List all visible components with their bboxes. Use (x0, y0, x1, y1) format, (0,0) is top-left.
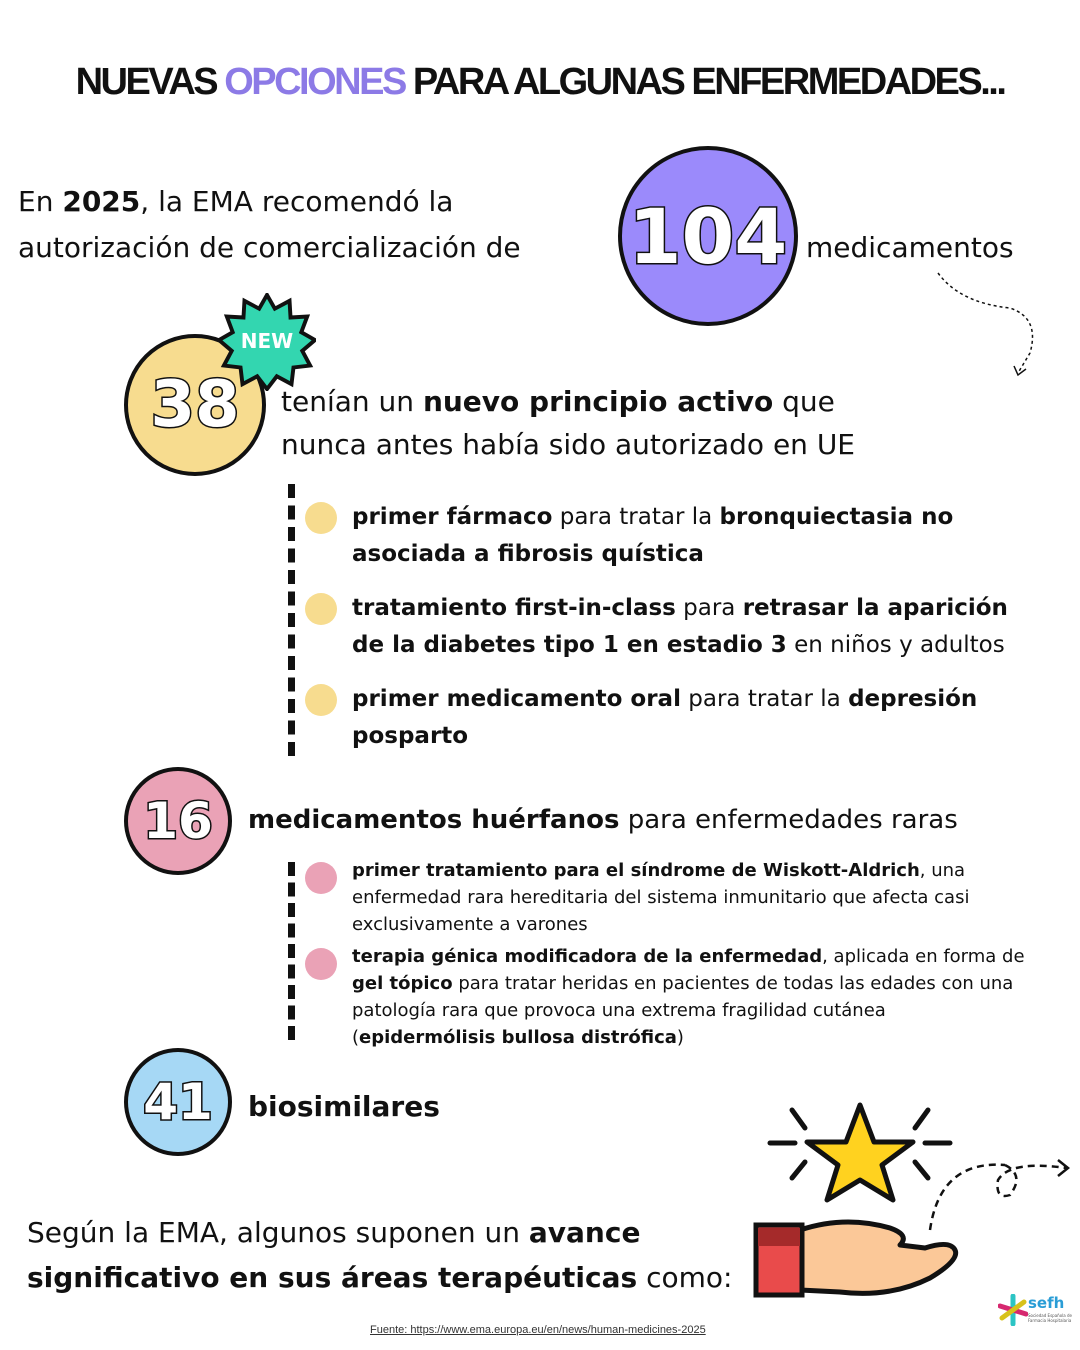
hand-star-icon (750, 1100, 1075, 1310)
new-substance-line2: nunca antes había sido autorizado en UE (281, 428, 855, 461)
bullet-item: primer medicamento oral para tratar la depresión posparto (352, 686, 978, 749)
bullet-item: terapia génica modificadora de la enfermedad, aplicada en forma de gel tópico para tratar heridas en pacientes de todas las edades con una patología rara que provoca una extrema fragilidad cutánea (epidermólisis bullosa distrófica) (352, 946, 1025, 1048)
intro-line1: En 2025, la EMA recomendó la (18, 185, 454, 218)
title-part2: PARA ALGUNAS ENFERMEDADES... (412, 61, 1005, 103)
new-substance-line1: tenían un nuevo principio activo que (281, 385, 835, 418)
bullet-dot (305, 862, 337, 894)
bullet-dot (305, 684, 337, 716)
title-accent: OPCIONES (224, 61, 405, 103)
bullet-item: tratamiento first-in-class para retrasar la aparición de la diabetes tipo 1 en estadio 3 en niños y adultos (352, 595, 1008, 658)
new-badge (218, 293, 316, 391)
intro-unit: medicamentos (806, 231, 1014, 264)
dashed-divider (288, 484, 295, 756)
bullet-dot (305, 948, 337, 980)
biosimilar-label: biosimilares (248, 1090, 440, 1123)
dashed-divider (288, 862, 295, 1040)
intro-line2: autorización de comercialización de (18, 231, 521, 264)
new-badge-label: NEW (240, 329, 294, 353)
sefh-logo-mark-icon (998, 1294, 1028, 1326)
title-part1: NUEVAS (75, 61, 217, 103)
curved-arrow-icon (930, 268, 1050, 383)
page-title (0, 52, 1080, 112)
bullet-item: primer fármaco para tratar la bronquiectasia no asociada a fibrosis quística (352, 504, 954, 567)
source-link[interactable]: Fuente: https://www.ema.europa.eu/en/news/human-medicines-2025 (370, 1324, 706, 1336)
total-count-circle: 104 (618, 146, 798, 326)
bullet-item: primer tratamiento para el síndrome de Wiskott-Aldrich, una enfermedad rara hereditaria del sistema inmunitario que afecta casi exclusivamente a varones (352, 860, 970, 935)
logo-subtext: Sociedad Española de Farmacia Hospitalaria (1028, 1313, 1072, 1323)
closing-text: Según la EMA, algunos suponen un avance significativo en sus áreas terapéuticas como: (27, 1216, 733, 1294)
logo-text: sefh (1028, 1294, 1065, 1312)
sefh-logo (998, 1294, 1076, 1330)
bullet-dot (305, 593, 337, 625)
orphan-count-circle: 16 (124, 767, 232, 875)
new-substance-count-circle: 38 (124, 334, 266, 476)
orphan-label: medicamentos huérfanos para enfermedades raras (248, 805, 958, 835)
bullet-dot (305, 502, 337, 534)
biosimilar-count-circle: 41 (124, 1048, 232, 1156)
